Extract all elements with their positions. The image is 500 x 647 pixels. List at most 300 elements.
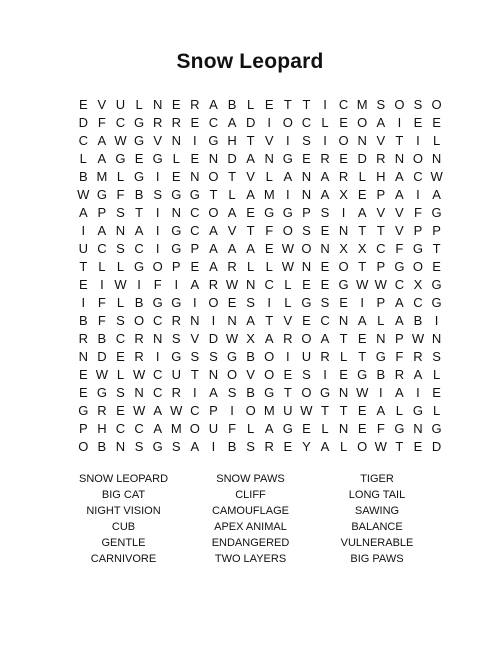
- grid-row: [74, 348, 441, 366]
- grid-letter: N: [338, 385, 349, 400]
- grid-letter: L: [284, 277, 292, 292]
- grid-letter: T: [376, 223, 385, 238]
- grid-letter: T: [79, 259, 88, 274]
- grid-letter: G: [357, 367, 368, 382]
- grid-letter: E: [302, 151, 311, 166]
- grid-letter: N: [227, 313, 237, 328]
- grid-letter: O: [301, 331, 312, 346]
- grid-row: [74, 384, 441, 402]
- grid-row: [74, 132, 441, 150]
- grid-letter: O: [189, 421, 200, 436]
- grid-letter: A: [320, 187, 330, 202]
- grid-letter: N: [208, 367, 219, 382]
- grid-letter: P: [376, 259, 386, 274]
- grid-letter: T: [358, 259, 367, 274]
- grid-letter: S: [302, 223, 311, 238]
- grid-letter: I: [416, 133, 420, 148]
- grid-letter: O: [226, 367, 238, 382]
- grid-letter: A: [395, 313, 404, 328]
- grid-letter: N: [115, 439, 126, 454]
- grid-letter: I: [155, 205, 160, 220]
- grid-letter: T: [190, 367, 199, 382]
- grid-letter: W: [114, 277, 127, 292]
- grid-letter: W: [225, 277, 239, 292]
- grid-letter: G: [208, 133, 219, 148]
- grid-letter: X: [246, 331, 255, 346]
- grid-letter: U: [283, 403, 293, 418]
- grid-letter: L: [432, 403, 441, 418]
- grid-letter: D: [97, 349, 107, 364]
- grid-letter: C: [264, 277, 274, 292]
- grid-letter: S: [413, 97, 423, 112]
- word-list-item: SNOW PAWS: [216, 473, 285, 485]
- grid-letter: L: [116, 259, 125, 274]
- grid-letter: N: [431, 331, 442, 346]
- grid-letter: S: [153, 187, 162, 202]
- grid-letter: I: [155, 349, 160, 364]
- page-title: Snow Leopard: [176, 50, 324, 73]
- grid-letter: S: [134, 439, 144, 454]
- grid-letter: S: [302, 133, 311, 148]
- grid-letter: G: [264, 385, 275, 400]
- grid-letter: C: [115, 421, 126, 436]
- grid-letter: R: [171, 313, 181, 328]
- grid-letter: Y: [302, 439, 311, 454]
- grid-letter: O: [394, 97, 405, 112]
- grid-letter: A: [153, 403, 162, 418]
- grid-letter: T: [246, 223, 255, 238]
- grid-letter: R: [171, 115, 181, 130]
- grid-letter: F: [376, 421, 385, 436]
- grid-letter: A: [320, 439, 330, 454]
- grid-letter: A: [209, 97, 218, 112]
- grid-letter: R: [78, 331, 88, 346]
- grid-letter: G: [152, 439, 163, 454]
- grid-letter: G: [412, 403, 424, 418]
- grid-letter: R: [227, 259, 237, 274]
- grid-letter: W: [114, 133, 127, 148]
- grid-letter: L: [321, 115, 329, 130]
- grid-letter: E: [227, 295, 237, 310]
- grid-letter: L: [321, 421, 329, 436]
- grid-letter: L: [247, 421, 255, 436]
- grid-letter: U: [301, 349, 312, 364]
- grid-letter: O: [208, 205, 219, 220]
- grid-letter: C: [134, 241, 144, 256]
- grid-letter: P: [190, 241, 200, 256]
- grid-letter: N: [208, 151, 219, 166]
- word-list-item: SNOW LEOPARD: [78, 473, 169, 485]
- grid-letter: E: [432, 259, 441, 274]
- grid-letter: V: [395, 205, 404, 220]
- grid-letter: A: [413, 367, 423, 382]
- grid-letter: M: [96, 169, 108, 184]
- grid-letter: T: [135, 205, 144, 220]
- grid-letter: O: [134, 313, 145, 328]
- grid-letter: G: [301, 295, 312, 310]
- grid-row: [74, 294, 442, 312]
- grid-letter: T: [321, 403, 329, 418]
- grid-letter: M: [356, 97, 368, 112]
- grid-row: [74, 438, 442, 456]
- grid-letter: W: [77, 187, 90, 202]
- grid-letter: C: [338, 97, 349, 112]
- grid-letter: R: [97, 403, 107, 418]
- grid-letter: O: [301, 385, 312, 400]
- grid-letter: I: [193, 385, 197, 400]
- grid-letter: A: [246, 151, 255, 166]
- grid-letter: G: [134, 133, 145, 148]
- grid-letter: X: [413, 277, 423, 292]
- grid-letter: F: [97, 115, 106, 130]
- grid-letter: A: [209, 385, 218, 400]
- grid-letter: C: [134, 421, 144, 436]
- grid-letter: L: [79, 151, 87, 166]
- grid-letter: N: [338, 421, 349, 436]
- word-list-item: BIG PAWS: [350, 553, 404, 565]
- grid-letter: G: [394, 421, 405, 436]
- grid-letter: F: [395, 241, 404, 256]
- grid-letter: E: [302, 313, 311, 328]
- grid-letter: A: [97, 133, 107, 148]
- grid-letter: C: [152, 385, 163, 400]
- grid-letter: C: [115, 115, 126, 130]
- grid-letter: A: [209, 241, 218, 256]
- grid-letter: S: [302, 367, 311, 382]
- grid-letter: N: [338, 223, 349, 238]
- grid-letter: F: [97, 295, 106, 310]
- word-list: [60, 471, 440, 567]
- grid-letter: A: [376, 115, 386, 130]
- grid-letter: S: [116, 313, 125, 328]
- grid-letter: G: [282, 205, 293, 220]
- grid-letter: R: [320, 349, 330, 364]
- grid-letter: E: [78, 277, 88, 292]
- grid-letter: S: [320, 295, 330, 310]
- grid-letter: B: [246, 349, 255, 364]
- grid-letter: V: [246, 367, 255, 382]
- grid-letter: A: [395, 169, 404, 184]
- grid-letter: N: [394, 151, 405, 166]
- grid-letter: L: [432, 133, 441, 148]
- grid-letter: O: [245, 403, 256, 418]
- grid-letter: L: [265, 169, 273, 184]
- grid-letter: G: [431, 205, 442, 220]
- grid-letter: G: [171, 241, 182, 256]
- grid-letter: W: [170, 403, 183, 418]
- grid-letter: R: [338, 169, 349, 184]
- grid-letter: C: [376, 241, 386, 256]
- grid-letter: G: [431, 277, 442, 292]
- grid-letter: D: [245, 115, 256, 130]
- grid-letter: G: [171, 295, 182, 310]
- grid-letter: B: [134, 187, 144, 202]
- grid-letter: A: [97, 223, 107, 238]
- grid-letter: A: [376, 403, 386, 418]
- grid-letter: P: [171, 259, 181, 274]
- grid-letter: W: [132, 403, 146, 418]
- grid-letter: L: [265, 259, 273, 274]
- grid-row: [74, 150, 442, 168]
- grid-letter: L: [98, 259, 106, 274]
- grid-row: [74, 96, 442, 114]
- grid-letter: C: [320, 313, 330, 328]
- grid-row: [74, 168, 443, 186]
- grid-letter: V: [227, 223, 237, 238]
- word-list-item: BIG CAT: [101, 489, 146, 501]
- grid-row: [74, 330, 442, 348]
- grid-letter: I: [267, 115, 272, 130]
- grid-letter: C: [208, 115, 219, 130]
- grid-letter: A: [432, 187, 441, 202]
- grid-letter: L: [339, 349, 348, 364]
- grid-letter: O: [338, 133, 349, 148]
- grid-letter: G: [394, 259, 405, 274]
- grid-row: [74, 204, 442, 222]
- grid-letter: W: [374, 439, 387, 454]
- grid-letter: G: [431, 295, 442, 310]
- grid-letter: E: [339, 295, 348, 310]
- grid-letter: C: [301, 115, 312, 130]
- grid-letter: A: [320, 169, 330, 184]
- grid-letter: E: [357, 331, 367, 346]
- grid-letter: B: [78, 169, 88, 184]
- grid-letter: A: [264, 331, 274, 346]
- grid-letter: T: [395, 133, 404, 148]
- grid-letter: F: [153, 277, 162, 292]
- grid-letter: N: [190, 313, 200, 328]
- grid-letter: W: [356, 385, 369, 400]
- word-list-item: CAMOUFLAGE: [211, 505, 289, 517]
- word-list-item: SAWING: [354, 505, 400, 517]
- grid-letter: E: [171, 169, 181, 184]
- grid-letter: I: [211, 313, 216, 328]
- word-list-item: VULNERABLE: [340, 537, 414, 549]
- grid-letter: A: [78, 205, 88, 220]
- grid-letter: V: [246, 169, 255, 184]
- grid-letter: F: [97, 313, 106, 328]
- grid-letter: T: [339, 331, 348, 346]
- grid-letter: N: [357, 133, 367, 148]
- word-list-item: CUB: [111, 521, 136, 533]
- grid-letter: E: [190, 151, 200, 166]
- grid-letter: T: [209, 187, 218, 202]
- grid-letter: N: [413, 421, 423, 436]
- grid-letter: B: [78, 313, 88, 328]
- grid-letter: W: [281, 259, 294, 274]
- grid-letter: B: [246, 385, 255, 400]
- grid-letter: B: [227, 97, 237, 112]
- word-list-item: ENDANGERED: [211, 537, 290, 549]
- grid-letter: W: [430, 169, 443, 184]
- grid-letter: I: [230, 403, 234, 418]
- grid-letter: S: [376, 97, 386, 112]
- grid-letter: R: [413, 349, 423, 364]
- word-list-item: GENTLE: [101, 537, 146, 549]
- grid-letter: I: [286, 133, 290, 148]
- grid-letter: L: [377, 313, 385, 328]
- grid-letter: G: [152, 151, 163, 166]
- grid-letter: R: [264, 439, 274, 454]
- grid-letter: A: [227, 115, 237, 130]
- grid-row: [74, 114, 441, 132]
- grid-row: [74, 420, 442, 438]
- grid-letter: S: [246, 439, 255, 454]
- grid-letter: A: [153, 421, 162, 436]
- grid-letter: E: [302, 277, 311, 292]
- grid-letter: I: [360, 295, 365, 310]
- grid-letter: N: [338, 313, 349, 328]
- grid-letter: E: [116, 403, 125, 418]
- grid-letter: G: [338, 277, 349, 292]
- grid-letter: A: [97, 151, 107, 166]
- grid-letter: G: [171, 349, 182, 364]
- grid-letter: C: [78, 133, 88, 148]
- grid-letter: E: [116, 349, 125, 364]
- grid-letter: I: [211, 439, 216, 454]
- grid-letter: S: [116, 241, 125, 256]
- grid-letter: S: [116, 385, 125, 400]
- grid-letter: G: [78, 403, 89, 418]
- grid-row: [74, 276, 442, 294]
- grid-letter: R: [208, 277, 219, 292]
- grid-letter: D: [78, 115, 88, 130]
- grid-letter: A: [283, 169, 293, 184]
- grid-letter: A: [190, 439, 200, 454]
- grid-letter: T: [283, 385, 292, 400]
- grid-letter: C: [394, 277, 405, 292]
- grid-letter: X: [339, 187, 348, 202]
- grid-letter: N: [301, 259, 312, 274]
- grid-letter: L: [284, 295, 292, 310]
- grid-letter: E: [413, 115, 423, 130]
- grid-letter: V: [376, 205, 386, 220]
- grid-letter: A: [395, 385, 404, 400]
- grid-letter: R: [394, 367, 405, 382]
- grid-letter: T: [246, 133, 255, 148]
- grid-letter: L: [116, 295, 125, 310]
- grid-letter: B: [227, 439, 237, 454]
- grid-letter: W: [225, 331, 239, 346]
- grid-letter: G: [134, 259, 145, 274]
- grid-letter: I: [286, 187, 290, 202]
- grid-letter: A: [190, 277, 200, 292]
- grid-letter: I: [193, 295, 197, 310]
- grid-letter: M: [170, 421, 182, 436]
- grid-letter: S: [432, 349, 441, 364]
- grid-letter: P: [376, 187, 386, 202]
- grid-letter: A: [227, 205, 237, 220]
- grid-letter: G: [134, 169, 145, 184]
- grid-letter: W: [411, 331, 425, 346]
- grid-letter: U: [171, 367, 181, 382]
- grid-letter: A: [227, 241, 237, 256]
- grid-letter: N: [152, 331, 163, 346]
- grid-letter: P: [395, 331, 404, 346]
- word-list-item: LONG TAIL: [348, 489, 406, 501]
- grid-letter: F: [265, 223, 274, 238]
- grid-letter: N: [171, 133, 181, 148]
- grid-row: [74, 312, 439, 330]
- grid-letter: S: [171, 439, 181, 454]
- grid-letter: O: [282, 223, 293, 238]
- grid-letter: R: [376, 151, 386, 166]
- grid-row: [74, 258, 441, 276]
- grid-letter: G: [319, 385, 331, 400]
- grid-letter: T: [302, 97, 311, 112]
- grid-row: [74, 222, 441, 240]
- grid-letter: O: [357, 439, 368, 454]
- grid-letter: S: [171, 331, 181, 346]
- grid-letter: S: [209, 349, 218, 364]
- grid-letter: X: [357, 241, 367, 256]
- grid-letter: S: [190, 349, 200, 364]
- grid-letter: D: [208, 331, 219, 346]
- word-list-item: NIGHT VISION: [86, 505, 161, 517]
- grid-letter: M: [263, 187, 275, 202]
- grid-letter: B: [97, 439, 107, 454]
- grid-letter: R: [190, 97, 200, 112]
- grid-letter: B: [134, 295, 144, 310]
- grid-letter: A: [134, 223, 144, 238]
- grid-letter: N: [245, 277, 256, 292]
- letter-grid: [74, 96, 443, 456]
- grid-letter: C: [413, 295, 423, 310]
- grid-letter: G: [189, 187, 200, 202]
- grid-letter: H: [227, 133, 237, 148]
- grid-letter: C: [413, 169, 423, 184]
- grid-letter: T: [358, 223, 367, 238]
- grid-letter: I: [81, 223, 86, 238]
- grid-letter: I: [323, 133, 327, 148]
- grid-letter: E: [246, 205, 255, 220]
- grid-letter: I: [286, 349, 290, 364]
- grid-letter: U: [115, 97, 126, 112]
- grid-letter: C: [190, 223, 200, 238]
- grid-letter: W: [300, 403, 313, 418]
- grid-letter: N: [376, 331, 386, 346]
- grid-letter: E: [302, 421, 311, 436]
- grid-letter: A: [246, 313, 255, 328]
- grid-letter: O: [264, 367, 275, 382]
- grid-letter: W: [132, 367, 146, 382]
- grid-letter: G: [282, 421, 293, 436]
- grid-letter: L: [247, 97, 255, 112]
- grid-letter: I: [397, 115, 402, 130]
- grid-letter: I: [174, 277, 179, 292]
- grid-letter: V: [376, 133, 386, 148]
- grid-letter: E: [320, 277, 330, 292]
- grid-letter: S: [116, 205, 125, 220]
- grid-letter: F: [228, 421, 237, 436]
- grid-letter: E: [432, 385, 441, 400]
- grid-letter: E: [134, 151, 144, 166]
- grid-letter: C: [152, 313, 163, 328]
- grid-letter: L: [228, 187, 236, 202]
- grid-letter: O: [412, 259, 424, 274]
- grid-letter: A: [357, 205, 367, 220]
- grid-letter: P: [432, 223, 441, 238]
- grid-letter: C: [115, 331, 126, 346]
- grid-letter: I: [155, 223, 160, 238]
- grid-letter: S: [227, 385, 237, 400]
- grid-letter: E: [283, 439, 293, 454]
- grid-letter: R: [134, 349, 144, 364]
- grid-letter: R: [152, 115, 163, 130]
- grid-letter: G: [412, 241, 424, 256]
- grid-letter: B: [376, 367, 386, 382]
- grid-letter: V: [264, 133, 274, 148]
